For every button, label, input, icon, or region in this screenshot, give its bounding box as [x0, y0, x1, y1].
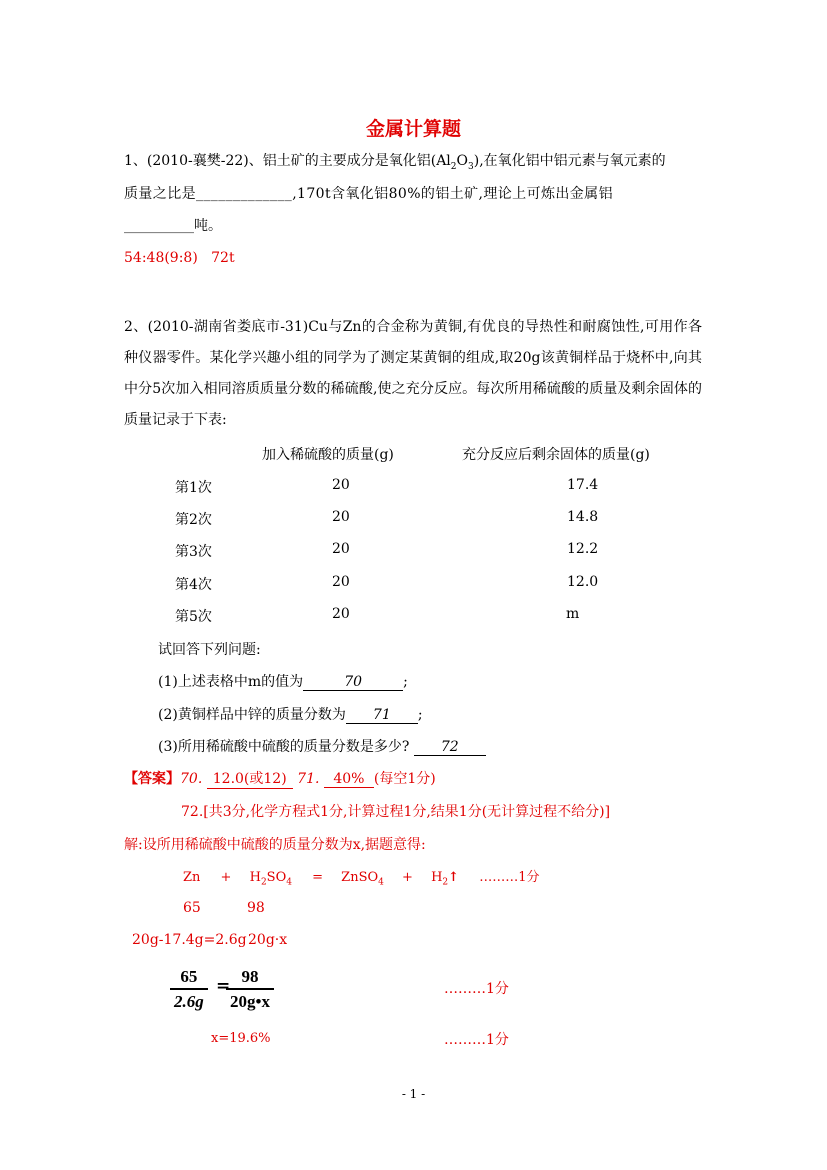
table-cell-acid: 20 [332, 509, 350, 525]
up-arrow-icon: ↑ [448, 870, 460, 885]
table-header-acid: 加入稀硫酸的质量(g) [262, 447, 394, 463]
q2-sub-question-2: (2)黄铜样品中锌的质量分数为 71 ; [158, 707, 423, 723]
table-cell-solid: 12.0 [567, 574, 599, 590]
q1-line1: 1、(2010-襄樊-22)、铝土矿的主要成分是氧化铝$(Al_2O_3)$,在氧化铝中铝元素与氧元素的 [124, 153, 666, 172]
table-cell-solid: 12.2 [567, 541, 599, 557]
table-header-solid: 充分反应后剩余固体的质量(g) [462, 447, 650, 463]
fraction-score: ………1分 [444, 981, 509, 997]
fraction-left: $\frac{65}{2.6g}$ [170, 966, 208, 1014]
mass-zn: 20g-17.4g=2.6g [132, 932, 247, 948]
chemical-equation: $Zn + H_2SO_4$ = ZnSO$_4$ + $H_2↑$ ………1分 [183, 870, 540, 888]
q2-sub-question-1: (1)上述表格中m的值为 70 ; [158, 674, 408, 690]
table-cell-acid: 20 [332, 606, 350, 622]
q1-line2: 质量之比是_____________,170t含氧化铝80%的铝土矿,理论上可炼出金属铝 [124, 186, 613, 202]
table-cell-solid: 17.4 [567, 477, 599, 493]
q2-prompt: 试回答下列问题: [158, 642, 261, 658]
solution-result: x=19.6% [211, 1031, 271, 1046]
table-row-label: 第1次 [175, 480, 212, 496]
molar-mass-zn: 65 [183, 900, 201, 916]
q2-answer: 【答案】70. 12.0(或12) 71. 40% (每空1分) [124, 768, 436, 789]
page-number: - 1 - [401, 1087, 426, 1101]
table-row-label: 第2次 [175, 512, 212, 528]
answer-blank-72: 72 [414, 739, 486, 756]
q2-answer-scoring: 72.[共3分,化学方程式1分,计算过程1分,结果1分(无计算过程不给分)] [181, 804, 611, 820]
table-cell-solid: 14.8 [567, 509, 599, 525]
q1-line3: __________吨。 [124, 218, 222, 234]
answer-blank-71: 71 [346, 707, 418, 724]
solution-intro: 解:设所用稀硫酸中硫酸的质量分数为x,据题意得: [124, 837, 426, 853]
table-row-label: 第5次 [175, 609, 212, 625]
fraction-equals: = [216, 976, 231, 996]
mass-h2so4: 20g·x [248, 932, 288, 948]
table-cell-acid: 20 [332, 477, 350, 493]
molar-mass-h2so4: 98 [247, 900, 265, 916]
table-row-label: 第3次 [175, 544, 212, 560]
table-cell-acid: 20 [332, 574, 350, 590]
answer-blank-70: 70 [303, 674, 403, 691]
result-score: ………1分 [444, 1032, 509, 1048]
table-cell-acid: 20 [332, 541, 350, 557]
page-title: 金属计算题 [365, 118, 461, 140]
table-row-label: 第4次 [175, 577, 212, 593]
q2-paragraph: 2、(2010-湖南省娄底市-31)Cu与Zn的合金称为黄铜,有优良的导热性和耐腐蚀性,可用作各种仪器零件。某化学兴趣小组的同学为了测定某黄铜的组成,取20g该黄铜样品于烧杯中,向其中分5次加入相同溶质质量分数的稀硫酸,使之充分反应。每次所用稀硫酸的质量及剩余固体的质量记录于下表: [124, 319, 702, 428]
table-cell-solid: m [566, 606, 580, 622]
q2-sub-question-3: (3)所用稀硫酸中硫酸的质量分数是多少? 72 [158, 736, 486, 756]
fraction-right: $\frac{98}{20g•x}$ [226, 966, 274, 1014]
q1-answer: 54:48(9:8) 72t [124, 250, 235, 266]
